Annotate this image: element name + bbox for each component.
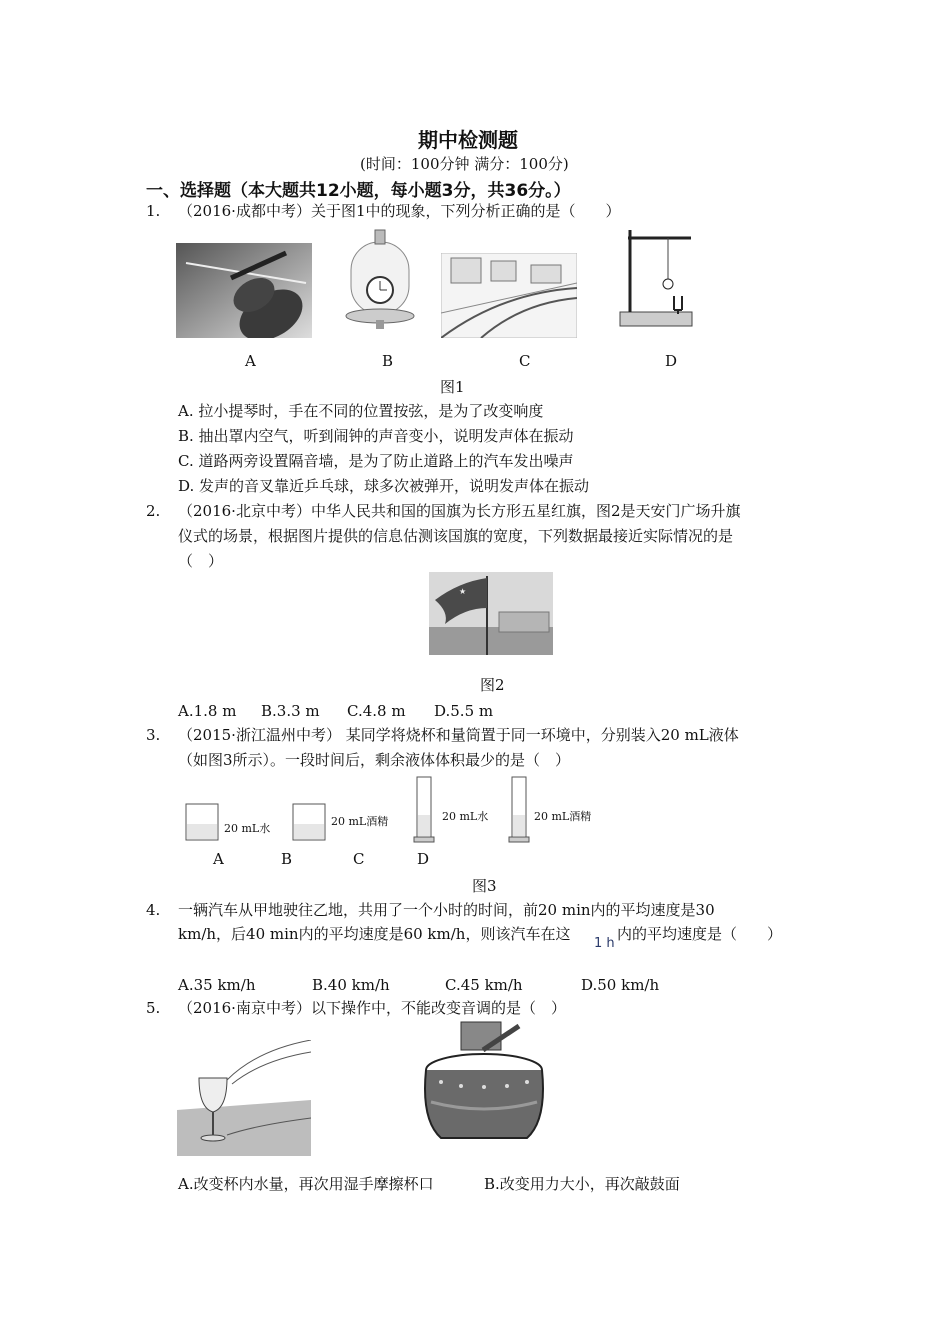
beaker-label: 20 mL水: [442, 810, 489, 823]
question-stem: （2016·成都中考）关于图1中的现象，下列分析正确的是（ ）: [178, 202, 621, 220]
question-number: 5.: [146, 999, 161, 1017]
beaker-label: 20 mL酒精: [331, 815, 389, 828]
violin-image: [176, 243, 312, 338]
option-c: C.45 km/h: [445, 976, 523, 994]
question-stem: （2015·浙江温州中考） 某同学将烧杯和量筒置于同一环境中，分别装入20 mL液体: [178, 726, 739, 744]
svg-text:★: ★: [459, 587, 467, 596]
figure-caption: 图2: [480, 676, 505, 694]
question-stem: 一辆汽车从甲地驶往乙地，共用了一个小时的时间，前20 min内的平均速度是30: [178, 901, 715, 919]
figure-caption: 图3: [472, 877, 497, 895]
question-stem: （2016·南京中考）以下操作中，不能改变音调的是（ ）: [178, 999, 566, 1017]
option-b: B.改变用力大小，再次敲鼓面: [484, 1175, 680, 1193]
option-a: A.1.8 m: [178, 702, 237, 720]
cylinder-water-image: [413, 775, 435, 843]
flag-ceremony-image: [429, 572, 553, 655]
figure-caption: 图1: [440, 378, 465, 396]
section-heading: 一、选择题（本大题共12小题，每小题3分，共36分。）: [146, 181, 571, 201]
option-d: D. 发声的音叉靠近乒乓球，球多次被弹开，说明发声体在振动: [178, 477, 590, 495]
road-soundwall-image: [441, 253, 577, 338]
option-c: C. 道路两旁设置隔音墙，是为了防止道路上的汽车发出噪声: [178, 452, 574, 470]
option-a: A.改变杯内水量，再次用湿手摩擦杯口: [178, 1175, 434, 1193]
figure-label: C: [353, 850, 365, 868]
option-d: D.50 km/h: [581, 976, 660, 994]
option-c: C.4.8 m: [347, 702, 406, 720]
question-number: 2.: [146, 502, 161, 520]
beaker-water-image: [184, 802, 220, 844]
page-title: 期中检测题: [418, 128, 518, 152]
option-a: A.35 km/h: [178, 976, 256, 994]
option-b: B.40 km/h: [312, 976, 390, 994]
beaker-label: 20 mL酒精: [534, 810, 592, 823]
drum-image: [421, 1020, 547, 1155]
wine-glass-image: [177, 1040, 311, 1156]
option-b: B.3.3 m: [261, 702, 320, 720]
figure-label: A: [245, 352, 256, 370]
figure-label: B: [382, 352, 394, 370]
figure-label: A: [213, 850, 224, 868]
option-d: D.5.5 m: [434, 702, 494, 720]
question-stem: （如图3所示）。一段时间后，剩余液体体积最少的是（ ）: [178, 751, 571, 769]
tuning-fork-image: [616, 224, 696, 332]
figure-label: D: [665, 352, 678, 370]
option-b: B. 抽出罩内空气，听到闹钟的声音变小，说明发声体在振动: [178, 427, 574, 445]
page-subtitle: (时间：100分钟 满分：100分): [360, 155, 569, 173]
inline-math: 1 h: [594, 936, 615, 951]
question-number: 4.: [146, 901, 161, 919]
figure-label: C: [519, 352, 531, 370]
question-number: 1.: [146, 202, 161, 220]
question-number: 3.: [146, 726, 161, 744]
figure-label: B: [281, 850, 293, 868]
question-stem: 内的平均速度是（ ）: [617, 925, 783, 943]
beaker-alcohol-image: [291, 802, 327, 844]
option-a: A. 拉小提琴时，手在不同的位置按弦，是为了改变响度: [178, 402, 544, 420]
beaker-label: 20 mL水: [224, 822, 271, 835]
figure-label: D: [417, 850, 430, 868]
question-stem: 仪式的场景，根据图片提供的信息估测该国旗的宽度，下列数据最接近实际情况的是: [178, 527, 734, 545]
question-stem: （ ）: [178, 552, 224, 570]
cylinder-alcohol-image: [508, 775, 530, 843]
question-stem: km/h，后40 min内的平均速度是60 km/h，则该汽车在这: [178, 925, 571, 943]
question-stem: （2016·北京中考）中华人民共和国的国旗为长方形五星红旗，图2是天安门广场升旗: [178, 502, 741, 520]
bell-jar-image: [345, 228, 415, 330]
